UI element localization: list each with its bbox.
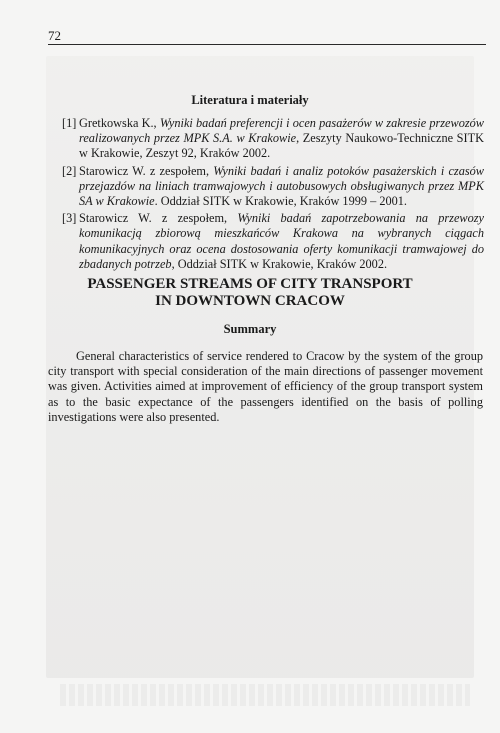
reference-title: Wyniki badań zapotrzebowania na przewozy komunikacją zbiorową mieszkańców Krakowa na wybranych ciągach komunikacyjnych oraz ocena dostosowania oferty komunikacji tramwajowej do zbadanych potrzeb (79, 211, 485, 271)
reference-item (62, 211, 484, 272)
reference-text: , Zeszyty Naukowo-Techniczne SITK w Krakowie, Zeszyt 92, Kraków 2002. (79, 131, 484, 161)
reference-number: [2] (62, 163, 77, 178)
reference-text: Starowicz W. z zespołem, (79, 211, 238, 226)
reference-title: Wyniki badań i analiz potoków pasażerskich i czasów przejazdów na liniach tramwajowych i autobusowych obsługiwanych przez MPK SA w Krakowie (79, 163, 484, 209)
reference-item (62, 116, 484, 162)
article-title (0, 276, 500, 310)
header-rule (48, 44, 486, 45)
reference-item (62, 164, 484, 210)
references-list (62, 116, 484, 274)
reference-title: Wyniki badań preferencji i ocen pasażerów w zakresie przewozów realizowanych przez MPK S.A. w Krakowie (79, 116, 484, 146)
summary-heading: Summary (223, 322, 277, 336)
page-number: 72 (48, 28, 61, 43)
reference-number: [1] (62, 116, 77, 130)
title-line-1: PASSENGER STREAMS OF CITY TRANSPORT (87, 276, 413, 292)
show-through-caption (60, 684, 470, 706)
reference-number: [3] (62, 211, 77, 226)
references-heading: Literatura i materiały (191, 93, 309, 107)
reference-text: Starowicz W. z zespołem, (79, 163, 214, 178)
reference-text: , Oddział SITK w Krakowie, Kraków 2002. (171, 256, 388, 271)
title-line-2: IN DOWNTOWN CRACOW (155, 293, 345, 309)
reference-text: Gretkowska K., (79, 116, 160, 130)
reference-text: . Oddział SITK w Krakowie, Kraków 1999 – 2001. (154, 194, 407, 209)
summary-paragraph: General characteristics of service rendered to Cracow by the system of the group city transport with special consideration of the main directions of passenger movement was given. Activities aimed at improvement of efficiency of the group transport system as to the basic expectance of the passengers identified on the basis of polling investigations were also presented. (48, 349, 483, 424)
